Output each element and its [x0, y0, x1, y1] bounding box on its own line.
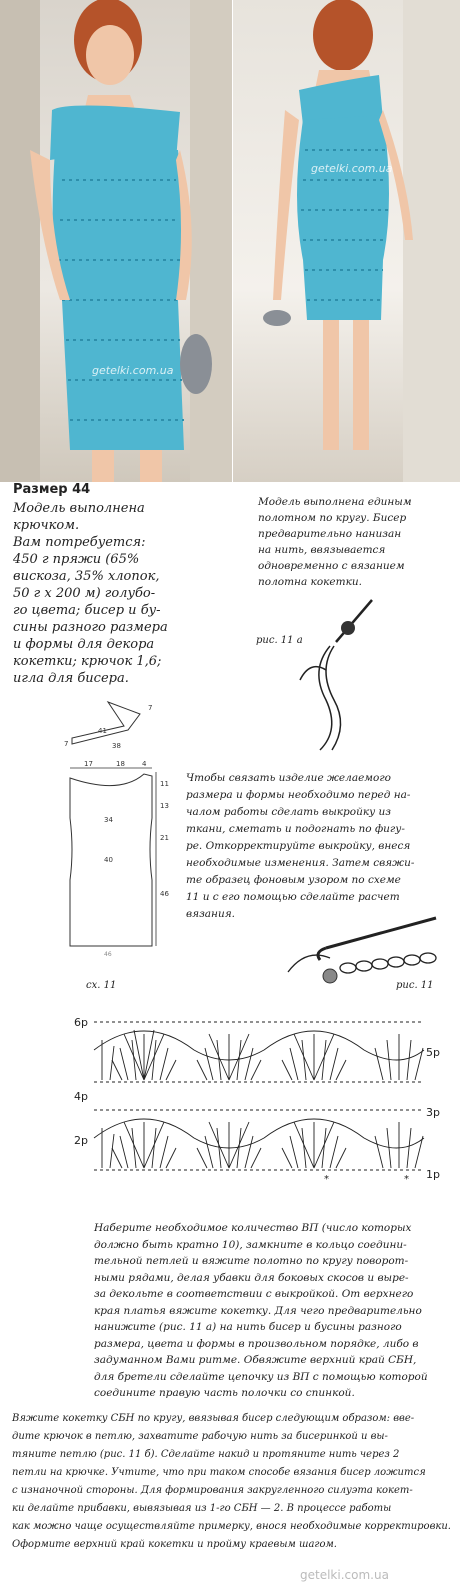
text-line: чалом работы сделать выкройку из	[186, 806, 392, 818]
measure-label: 34	[104, 816, 113, 824]
text-line: должно быть кратно 10), замкните в кольцо соедини-	[94, 1238, 407, 1251]
measure-label: 41	[98, 727, 107, 735]
note-line: полотном по кругу. Бисер	[258, 512, 407, 524]
measure-label: 40	[104, 856, 113, 864]
measure-label: 7	[148, 704, 153, 712]
instructions-text	[94, 1220, 428, 1402]
text-line: Оформите верхний край кокетки и пройму краевым шагом.	[12, 1539, 337, 1550]
watermark: getelki.com.ua	[311, 162, 393, 175]
text-line: размера и формы необходимо перед на-	[186, 789, 411, 801]
materials-line: сины разного размера	[13, 620, 168, 635]
measure-label: 46	[160, 890, 169, 898]
size-heading: Размер 44	[13, 482, 91, 497]
pattern-diagram	[60, 700, 180, 962]
note-line: одновременно с вязанием	[258, 560, 405, 572]
text-line: необходимые изменения. Затем свяжи-	[186, 857, 415, 869]
measure-label: 21	[160, 834, 169, 842]
crochet-stitch-chart	[74, 1010, 444, 1198]
middle-text	[186, 770, 414, 923]
note-line: предварительно нанизан	[258, 528, 402, 540]
text-line: края платья вяжите кокетку. Для чего предварительно	[94, 1304, 422, 1317]
need-label: Вам потребуется:	[13, 535, 146, 550]
measure-label: 38	[112, 742, 121, 750]
measure-label: 4	[142, 760, 147, 768]
measure-label: 46	[104, 951, 112, 958]
row-label: 5р	[426, 1046, 440, 1059]
svg-text:*: *	[404, 1174, 409, 1185]
figure-11-label: рис. 11	[396, 980, 434, 991]
measure-label: 7	[64, 740, 69, 748]
footer-watermark: getelki.com.ua	[300, 1568, 389, 1582]
row-label: 6р	[74, 1016, 88, 1029]
text-line: 11 и с его помощью сделайте расчет	[186, 891, 400, 903]
text-line: ными рядами, делая убавки для боковых скосов и выре-	[94, 1271, 409, 1284]
note-line: полотна кокетки.	[258, 576, 362, 588]
dress-front-illustration	[0, 0, 232, 482]
measure-label: 11	[160, 780, 169, 788]
materials-line: игла для бисера.	[13, 671, 129, 686]
text-line: с изнаночной стороны. Для формирования закругленного силуэта кокет-	[12, 1485, 413, 1496]
dress-back-illustration	[233, 0, 460, 482]
final-text	[12, 1410, 451, 1554]
text-line: Чтобы связать изделие желаемого	[186, 772, 391, 784]
row-label: 3р	[426, 1106, 440, 1119]
bead-needle-figure	[280, 590, 390, 760]
right-note	[258, 494, 412, 590]
measure-label: 13	[160, 802, 169, 810]
row-label: 2р	[74, 1134, 88, 1147]
photo-front	[0, 0, 232, 482]
text-line: за декольте в соответствии с выкройкой. От верхнего	[94, 1288, 414, 1300]
text-line: размера, цвета и формы в произвольном порядке, либо в	[94, 1337, 419, 1350]
measure-label: 17	[84, 760, 93, 768]
note-line: на нить, ввязывается	[258, 544, 386, 556]
materials-line: вискоза, 35% хлопок,	[13, 569, 160, 584]
text-line: для бретели сделайте цепочку из ВП с помощью которой	[94, 1370, 428, 1383]
intro-line: крючком.	[13, 518, 80, 533]
text-line: те образец фоновым узором по схеме	[186, 874, 401, 886]
materials-line: кокетки; крючок 1,6;	[13, 654, 162, 669]
materials-line: го цвета; бисер и бу-	[13, 603, 161, 618]
figure-11a-label: рис. 11 а	[256, 635, 303, 646]
scheme-11-label: сх. 11	[86, 980, 117, 991]
photo-back	[233, 0, 460, 482]
svg-text:*: *	[324, 1174, 329, 1185]
text-line: ки делайте прибавки, вывязывая из 1-го СБН — 2. В процессе работы	[12, 1503, 392, 1514]
materials-line: 50 г х 200 м) голубо-	[13, 586, 156, 601]
text-line: тяните петлю (рис. 11 б). Сделайте накид и протяните нить через 2	[12, 1449, 400, 1460]
text-line: Вяжите кокетку СБН по кругу, ввязывая бисер следующим образом: вве-	[12, 1413, 415, 1424]
text-line: Наберите необходимое количество ВП (число которых	[94, 1222, 412, 1234]
measure-label: 18	[116, 760, 125, 768]
text-line: ре. Откорректируйте выкройку, внеся	[186, 840, 411, 852]
intro-line: Модель выполнена	[13, 501, 145, 516]
text-line: соедините правую часть полочки со спинкой.	[94, 1387, 355, 1399]
row-label: 4р	[74, 1090, 88, 1103]
intro-block	[13, 500, 168, 687]
text-line: тельной петлей и вяжите полотно по кругу поворот-	[94, 1255, 409, 1267]
text-line: задуманном Вами ритме. Обвяжите верхний край СБН,	[94, 1354, 417, 1366]
text-line: петли на крючке. Учтите, что при таком способе вязания бисер ложится	[12, 1467, 426, 1478]
watermark: getelki.com.ua	[92, 364, 174, 377]
row-label: 1р	[426, 1168, 440, 1181]
text-line: ткани, сметать и подогнать по фигу-	[186, 823, 405, 835]
text-line: как можно чаще осуществляйте примерку, внося необходимые корректировки.	[12, 1521, 451, 1532]
materials-line: и формы для декора	[13, 637, 155, 652]
text-line: вязания.	[186, 908, 236, 920]
text-line: дите крючок в петлю, захватите рабочую нить за бисеринкой и вы-	[12, 1431, 388, 1442]
text-line: нанижите (рис. 11 а) на нить бисер и бусины разного	[94, 1321, 402, 1333]
materials-line: 450 г пряжи (65%	[13, 552, 140, 567]
note-line: Модель выполнена единым	[258, 496, 412, 508]
